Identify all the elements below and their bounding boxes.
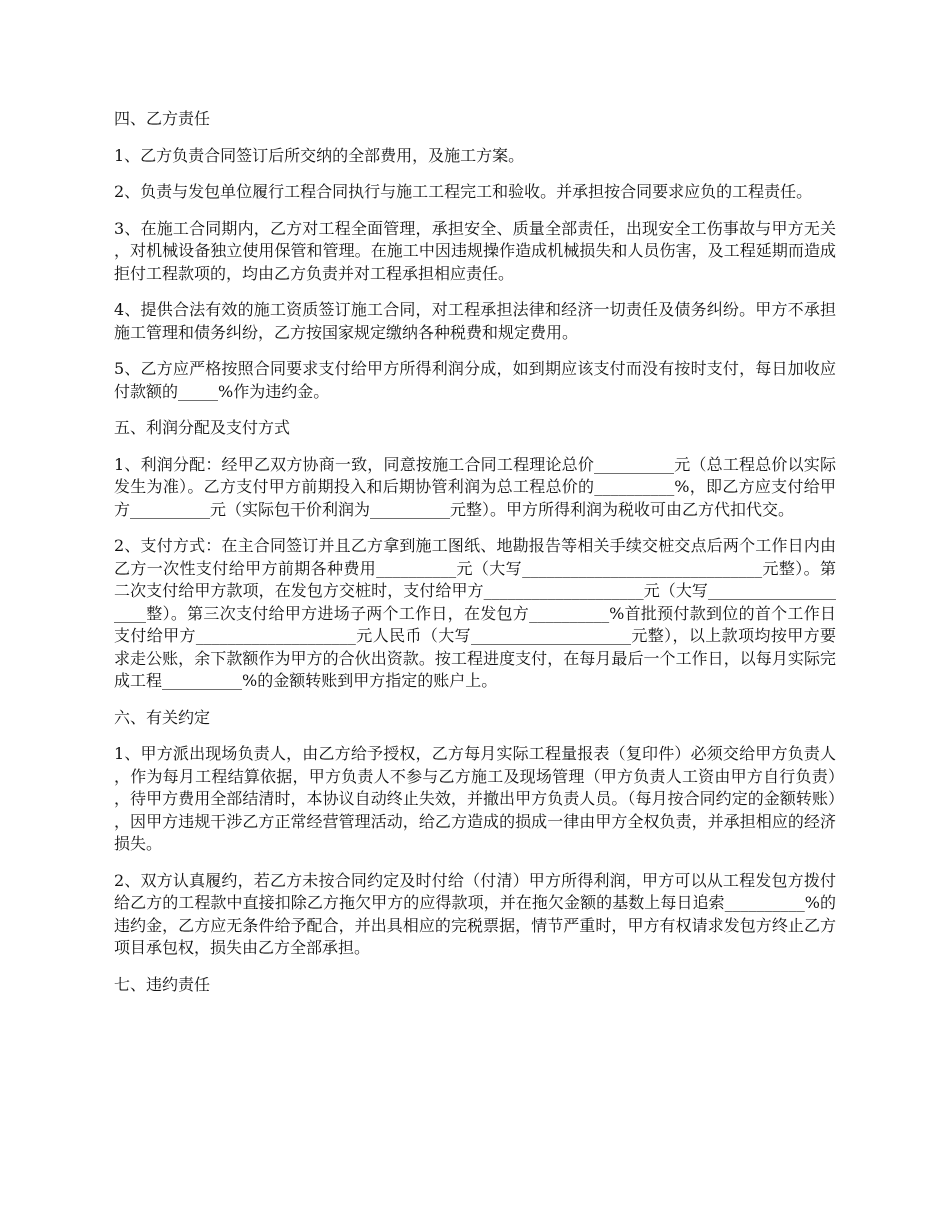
paragraph-4-3: 3、在施工合同期内，乙方对工程全面管理，承担安全、质量全部责任，出现安全工伤事故与甲方无关，对机械设备独立使用保管和管理。在施工中因违规操作造成机械损失和人员伤害，及工程延期而造成拒付工程款项的，均由乙方负责并对工程承担相应责任。 [114, 218, 836, 283]
paragraph-6-2: 2、双方认真履约，若乙方未按合同约定及时付给（付清）甲方所得利润，甲方可以从工程发包方拨付给乙方的工程款中直接扣除乙方拖欠甲方的应得款项，并在拖欠金额的基数上每日追索__________%的违约金，乙方应无条件给予配合，并出具相应的完税票据，情节严重时，甲方有权请求发包方终止乙方项目承包权，损失由乙方全部承担。 [114, 870, 836, 957]
section-heading-6: 六、有关约定 [114, 707, 211, 727]
section-heading-4: 四、乙方责任 [114, 109, 211, 128]
paragraph-4-2: 2、负责与发包单位履行工程合同执行与施工工程完工和验收。并承担按合同要求应负的工程责任。 [114, 182, 813, 201]
paragraph-4-1: 1、乙方负责合同签订后所交纳的全部费用，及施工方案。 [114, 145, 525, 165]
paragraph-6-1: 1、甲方派出现场负责人，由乙方给予授权，乙方每月实际工程量报表（复印件）必须交给甲方负责人，作为每月工程结算依据，甲方负责人不参与乙方施工及现场管理（甲方负责人工资由甲方自行负责），待甲方费用全部结清时，本协议自动终止失效，并撤出甲方负责人员。（每月按合同约定的金额转账），因甲方违规干涉乙方正常经营管理活动，给乙方造成的损成一律由甲方全权负责，并承担相应的经济损失。 [114, 744, 836, 853]
paragraph-5-2: 2、支付方式：在主合同签订并且乙方拿到施工图纸、地勘报告等相关手续交桩交点后两个工作日内由乙方一次性支付给甲方前期各种费用__________元（大写______________________________元整）。第二次支付给甲方款项，在发包方交桩时，支付给甲方____________________元（大写____________________整）。第三次支付给甲方进场子两个工作日，在发包方__________%首批预付款到位的首个工作日支付给甲方____________________元人民币（大写____________________元整），以上款项均按甲方要求走公账，余下款额作为甲方的合伙出资款。按工程进度支付，在每月最后一个工作日，以每月实际完成工程__________%的金额转账到甲方指定的账户上。 [114, 536, 836, 690]
section-heading-7: 七、违约责任 [114, 974, 211, 994]
document-page [114, 108, 836, 1010]
paragraph-4-5: 5、乙方应严格按照合同要求支付给甲方所得利润分成，如到期应该支付而没有按时支付，每日加收应付款额的_____%作为违约金。 [114, 359, 836, 401]
section-heading-5: 五、利润分配及支付方式 [114, 418, 291, 437]
paragraph-4-4: 4、提供合法有效的施工资质签订施工合同，对工程承担法律和经济一切责任及债务纠纷。甲方不承担施工管理和债务纠纷，乙方按国家规定缴纳各种税费和规定费用。 [114, 300, 836, 342]
paragraph-5-1: 1、利润分配：经甲乙双方协商一致，同意按施工合同工程理论总价__________元（总工程总价以实际发生为准）。乙方支付甲方前期投入和后期协管利润为总工程总价的__________%，即乙方应支付给甲方__________元（实际包干价利润为__________元整）。甲方所得利润为税收可由乙方代扣代交。 [114, 454, 836, 519]
